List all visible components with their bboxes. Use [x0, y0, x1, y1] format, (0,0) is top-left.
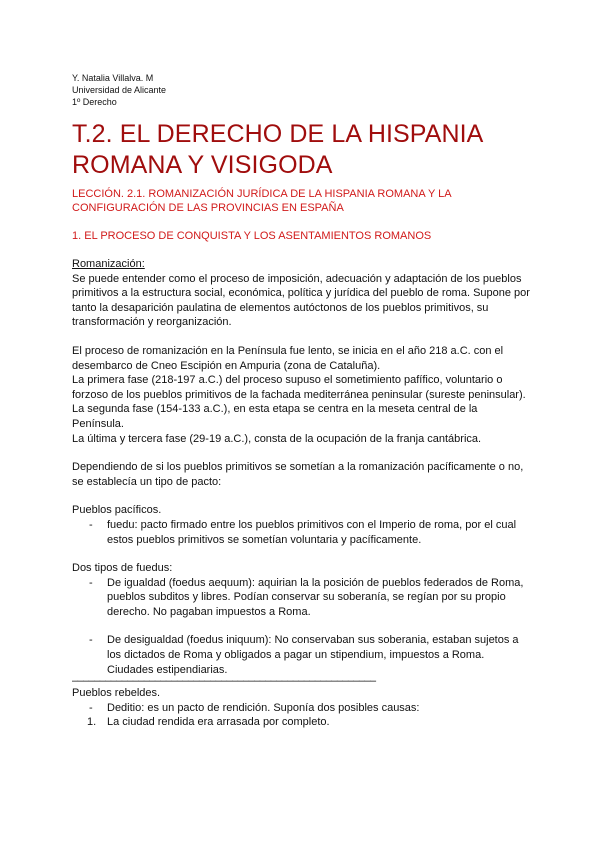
list-item-desigualdad [72, 633, 532, 677]
list-item-deditio [72, 701, 532, 716]
section-heading: 1. EL PROCESO DE CONQUISTA Y LOS ASENTAMIENTOS ROMANOS [72, 230, 432, 242]
proceso-paragraph: El proceso de romanización en la Península fue lento, se inicia en el año 218 a.C. con el desembarco de Cneo Escipión en Ampuria (zona de Cataluña). [72, 344, 504, 372]
fase-1-paragraph: La primera fase (218-197 a.C.) del proceso supuso el sometimiento pafífico, voluntario o forzoso de los pueblos primitivos de la fachada mediterránea peninsular (sureste peninsular). [72, 374, 526, 401]
title-line-2: ROMANA Y VISIGODA [72, 151, 333, 179]
desigualdad-text: De desigualdad (foedus iniquum): No conservaban sus soberania, estaban sujetos a los dictados de Roma y obligados a pagar un stipendium, impuestos a Roma. Ciudades estipendiarias. [107, 634, 519, 676]
romanizacion-paragraph: Se puede entender como el proceso de imposición, adecuación y adaptación de los pueblos primitivos a la estructura social, económica, política y jurídica del pueblo de roma. Supone por tanto la desaparición paulatina de elementos autóctonos de los pueblos primitivos, su transformación y reorganización. [72, 272, 530, 329]
fase-3-paragraph: La última y tercera fase (29-19 a.C.), consta de la ocupación de la franja cantábrica. [72, 432, 482, 445]
author-name: Y. Natalia Villalva. M [72, 73, 154, 83]
document-title [72, 119, 532, 181]
dash-marker: - [89, 634, 93, 647]
lesson-heading: LECCIÓN. 2.1. ROMANIZACIÓN JURÍDICA DE LA HISPANIA ROMANA Y LA CONFIGURACIÓN DE LAS PROVINCIAS EN ESPAÑA [72, 188, 451, 214]
list-item-fuedu [72, 518, 532, 547]
dependiendo-paragraph: Dependiendo de si los pueblos primitivos se sometían a la romanización pacíficamente o no, se establecía un tipo de pacto: [72, 461, 524, 488]
fuedu-text: fuedu: pacto firmado entre los pueblos primitivos con el Imperio de roma, por el cual estos pueblos primitivos se sometían voluntaria y pacíficamente. [107, 518, 517, 546]
separator-line: ––––––––––––––––––––––––––––––––––––––––––––––––––––––– [72, 677, 376, 687]
pueblos-pacificos-heading: Pueblos pacíficos. [72, 504, 162, 517]
dash-marker: - [89, 701, 93, 714]
dash-marker: - [89, 518, 93, 531]
document-page [72, 72, 532, 730]
dash-marker: - [89, 576, 93, 589]
causa-1-text: La ciudad rendida era arrasada por completo. [107, 716, 330, 729]
university-name: Universidad de Alicante [72, 85, 167, 95]
deditio-text: Deditio: es un pacto de rendición. Suponía dos posibles causas: [107, 701, 420, 714]
list-item-causa-1 [72, 715, 532, 730]
igualdad-text: De igualdad (foedus aequum): aquirian la la posición de pueblos federados de Roma, pueblos subditos y libres. Podían conservar su soberanía, se regían por su propio derecho. No pagaban impuestos a Roma. [107, 576, 524, 618]
document-header [72, 72, 532, 108]
dos-tipos-heading: Dos tipos de fuedus: [72, 562, 173, 575]
romanizacion-heading: Romanización: [72, 258, 145, 270]
course-name: 1º Derecho [72, 97, 117, 107]
number-marker: 1. [87, 716, 97, 729]
fase-2-paragraph: La segunda fase (154-133 a.C.), en esta etapa se centra en la meseta central de la Península. [72, 403, 478, 430]
title-line-1: T.2. EL DERECHO DE LA HISPANIA [72, 120, 484, 148]
pueblos-rebeldes-heading: Pueblos rebeldes. [72, 687, 161, 700]
list-item-igualdad [72, 576, 532, 620]
